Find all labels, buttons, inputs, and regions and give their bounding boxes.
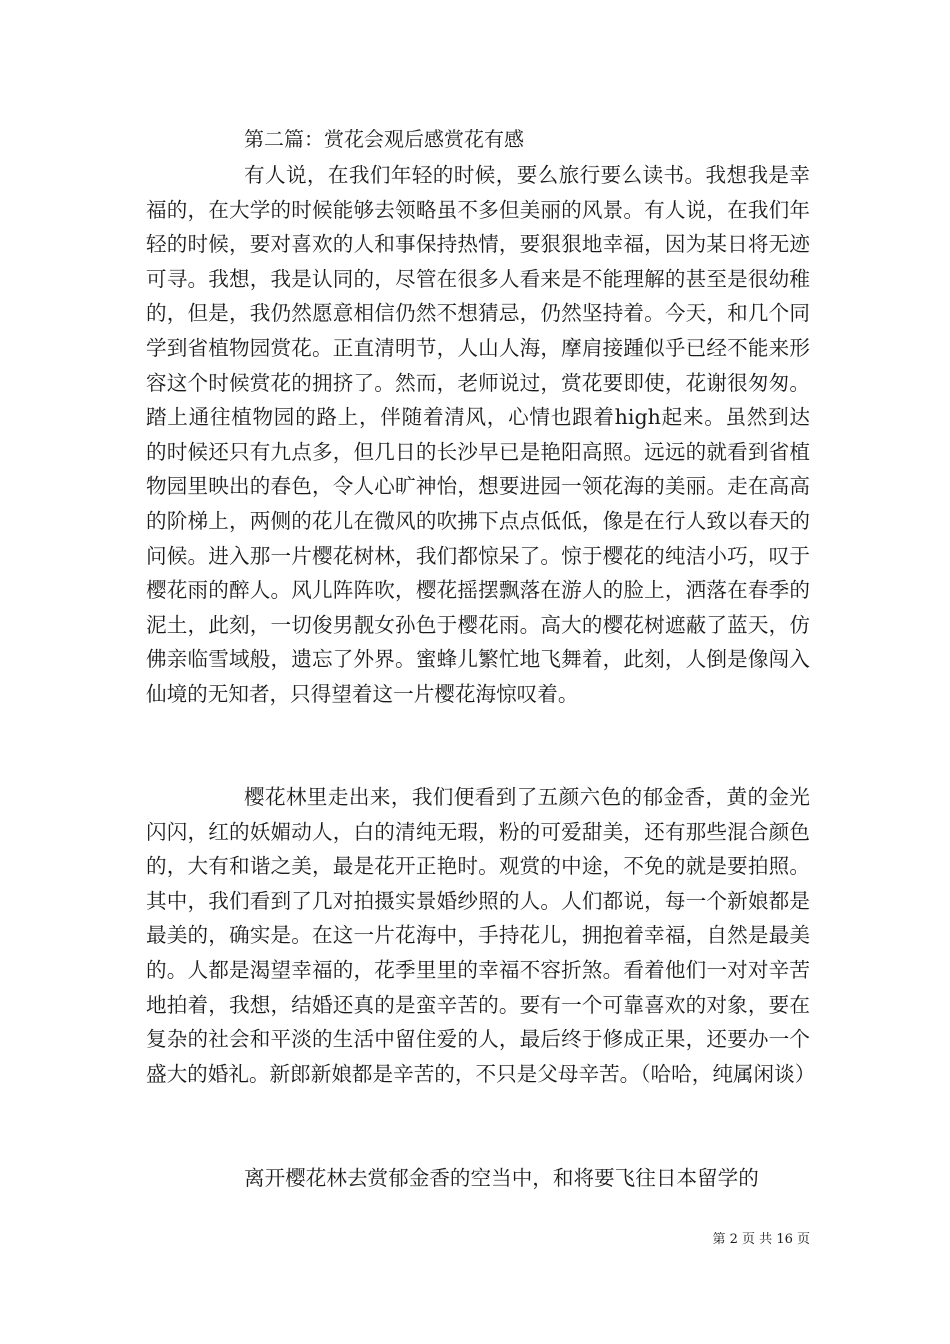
page-number-footer: 第 2 页 共 16 页 (712, 1232, 810, 1247)
document-title: 第二篇：赏花会观后感赏花有感 (244, 127, 524, 151)
paragraph-3: 离开樱花林去赏郁金香的空当中，和将要飞往日本留学的 (244, 1166, 759, 1190)
paragraph-2: 樱花林里走出来，我们便看到了五颜六色的郁金香，黄的金光闪闪，红的妖媚动人，白的清纯无瑕，粉的可爱甜美，还有那些混合颜色的，大有和谐之美，最是花开正艳时。观赏的中途，不免的就是要拍照。其中，我们看到了几对拍摄实景婚纱照的人。人们都说，每一个新娘都是最美的，确实是。在这一片花海中，手持花儿，拥抱着幸福，自然是最美的。人都是渴望幸福的，花季里里的幸福不容折煞。看着他们一对对辛苦地拍着，我想，结婚还真的是蛮辛苦的。要有一个可靠喜欢的对象，要在复杂的社会和平淡的生活中留住爱的人，最后终于修成正果，还要办一个盛大的婚礼。新郎新娘都是辛苦的，不只是父母辛苦。（哈哈，纯属闲谈） (146, 785, 816, 1086)
paragraph-1: 有人说，在我们年轻的时候，要么旅行要么读书。我想我是幸福的，在大学的时候能够去领略虽不多但美丽的风景。有人说，在我们年轻的时候，要对喜欢的人和事保持热情，要狠狠地幸福，因为某日将无迹可寻。我想，我是认同的，尽管在很多人看来是不能理解的甚至是很幼稚的，但是，我仍然愿意相信仍然不想猜忌，仍然坚持着。今天，和几个同学到省植物园赏花。正直清明节，人山人海，摩肩接踵似乎已经不能来形容这个时候赏花的拥挤了。然而，老师说过，赏花要即使，花谢很匆匆。踏上通往植物园的路上，伴随着清风，心情也跟着high起来。虽然到达的时候还只有九点多，但几日的长沙早已是艳阳高照。远远的就看到省植物园里映出的春色，令人心旷神怡，想要进园一领花海的美丽。走在高高的阶梯上，两侧的花儿在微风的吹拂下点点低低，像是在行人致以春天的问候。进入那一片樱花树林，我们都惊呆了。惊于樱花的纯洁小巧，叹于樱花雨的醉人。风儿阵阵吹，樱花摇摆飘落在游人的脸上，洒落在春季的泥土，此刻，一切俊男靓女孙色于樱花雨。高大的樱花树遮蔽了蓝天，仿佛亲临雪域般，遗忘了外界。蜜蜂儿繁忙地飞舞着，此刻，人倒是像闯入仙境的无知者，只得望着这一片樱花海惊叹着。 (146, 163, 810, 706)
